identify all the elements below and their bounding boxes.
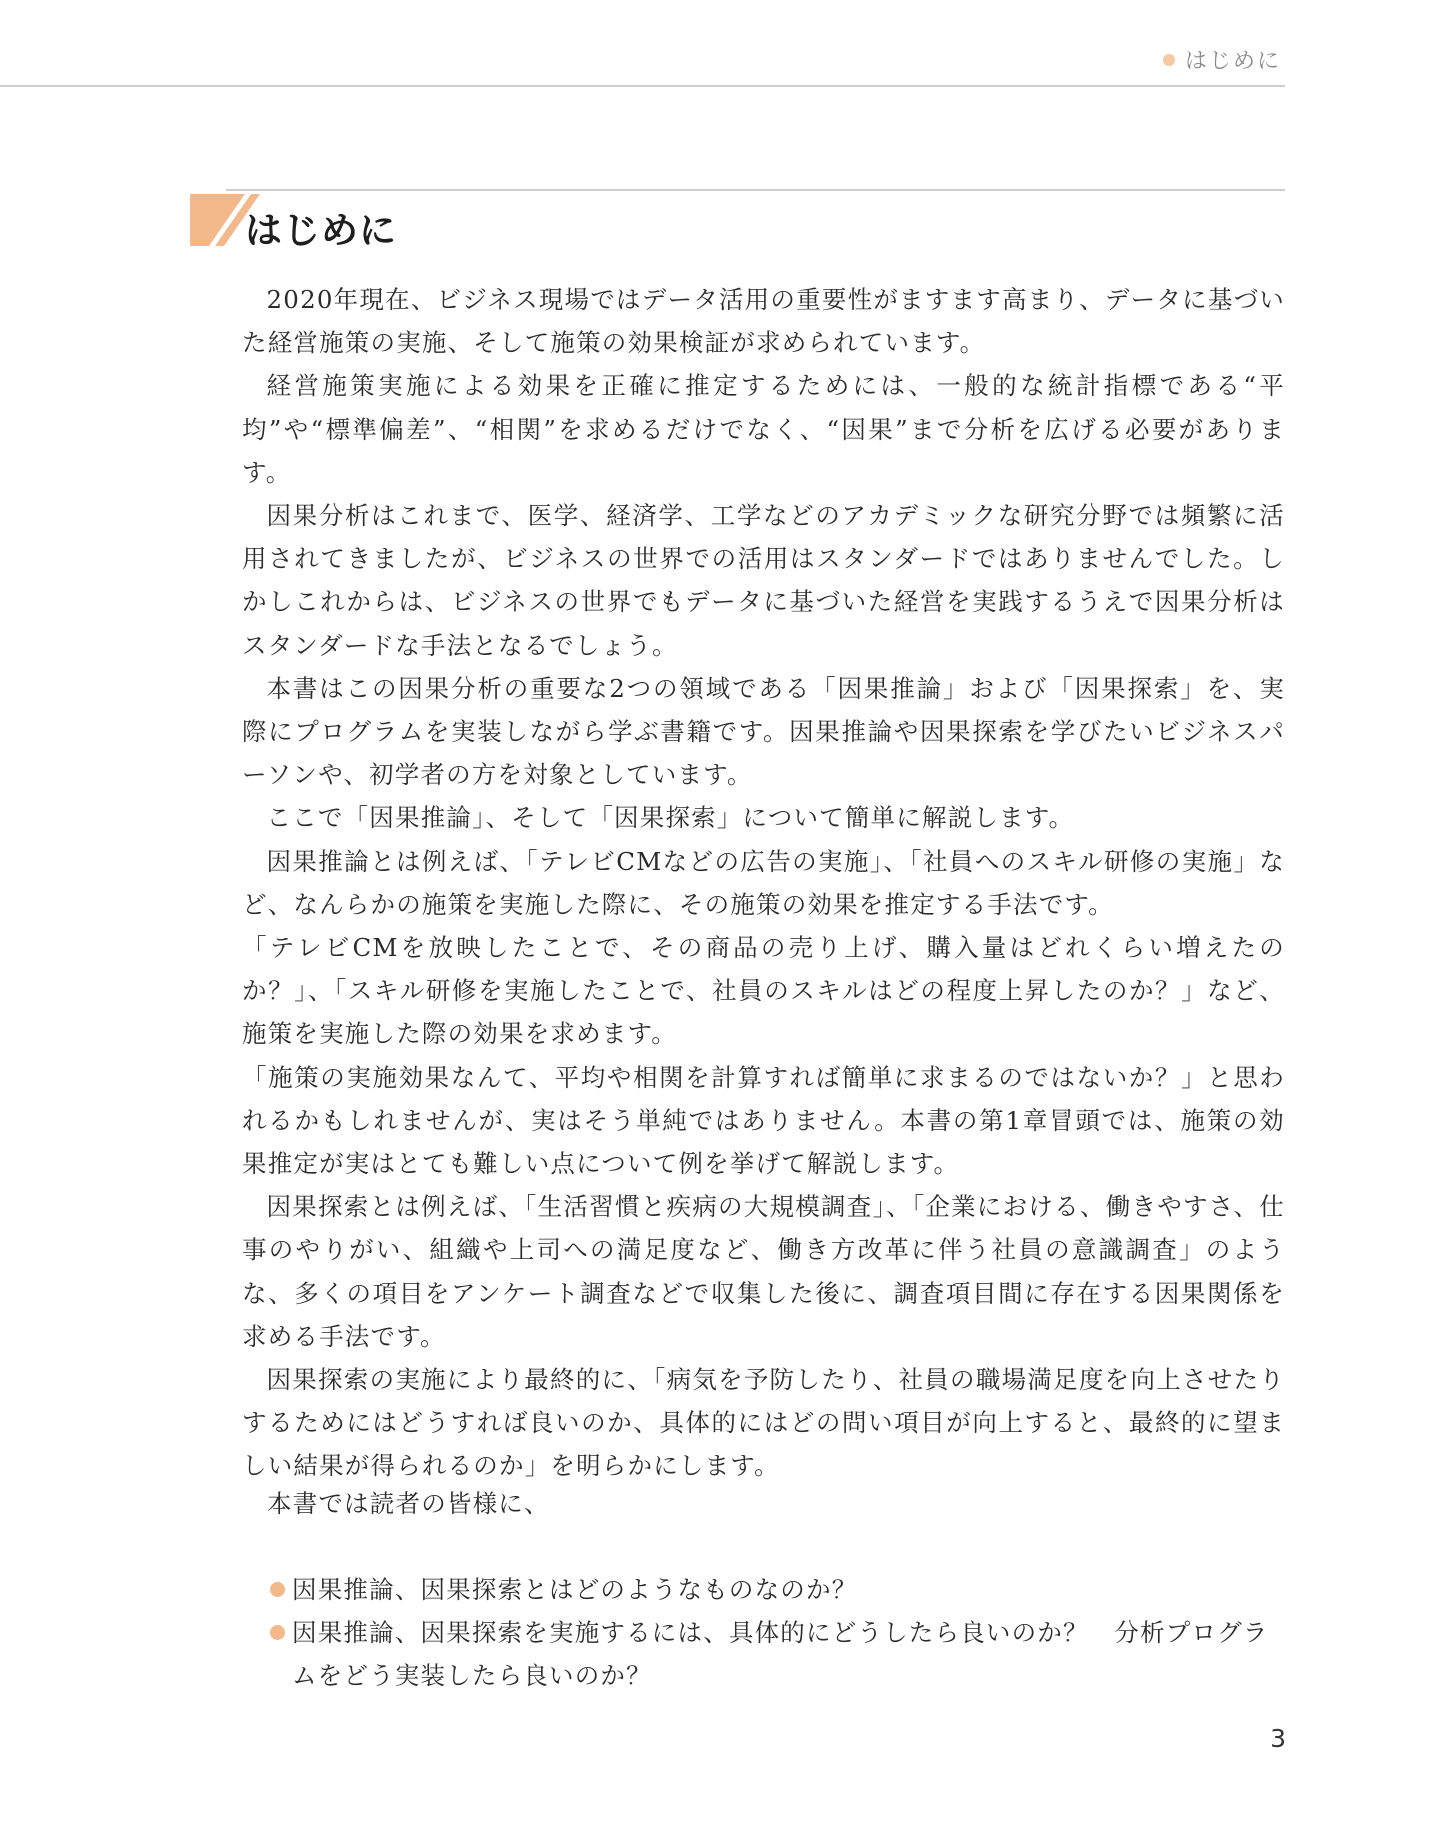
paragraph: 因果探索の実施により最終的に、「病気を予防したり、社員の職場満足度を向上させたりするためにはどうすれば良いのか、具体的にはどの問い項目が向上すると、最終的に望ましい結果が得られるのか」を明らかにします。 (242, 1365, 1285, 1481)
paragraph: 因果分析はこれまで、医学、経済学、工学などのアカデミックな研究分野では頻繁に活用されてきましたが、ビジネスの世界での活用はスタンダードではありませんでした。しかしこれからは、ビジネスの世界でもデータに基づいた経営を実践するうえで因果分析はスタンダードな手法となるでしょう。 (242, 501, 1285, 660)
chapter-divider (226, 189, 1285, 191)
bullet-dot-icon (1163, 54, 1175, 66)
paragraph: ここで「因果推論」、そして「因果探索」について簡単に解説します。 (266, 803, 1075, 833)
body-text (242, 278, 1285, 1488)
chapter-title: はじめに (245, 209, 397, 252)
paragraph: 「テレビCMを放映したことで、その商品の売り上げ、購入量はどれくらい増えたのか？」、「スキル研修を実施したことで、社員のスキルはどの程度上昇したのか？」など、施策を実施した際の効果を求めます。 (242, 933, 1285, 1049)
paragraph: 2020年現在、ビジネス現場ではデータ活用の重要性がますます高まり、データに基づいた経営施策の実施、そして施策の効果検証が求められています。 (242, 285, 1285, 358)
page-number: 3 (1270, 1724, 1286, 1753)
header-divider (0, 85, 1285, 87)
bullet-list (270, 1568, 1285, 1698)
running-header-title: はじめに (1184, 49, 1281, 74)
list-item-text: 因果推論、因果探索を実施するには、具体的にどうしたら良いのか？ 分析プログラムをどう実装したら良いのか？ (292, 1618, 1269, 1691)
list-item (270, 1611, 1285, 1697)
paragraph: 因果推論とは例えば、「テレビCMなどの広告の実施」、「社員へのスキル研修の実施」など、なんらかの施策を実施した際に、その施策の効果を推定する手法です。 (242, 846, 1285, 919)
bullet-dot-icon (270, 1582, 285, 1597)
bullet-dot-icon (270, 1625, 285, 1640)
intro-line: 本書では読者の皆様に、 (267, 1489, 550, 1518)
paragraph: 本書はこの因果分析の重要な2つの領域である「因果推論」および「因果探索」を、実際にプログラムを実装しながら学ぶ書籍です。因果推論や因果探索を学びたいビジネスパーソンや、初学者の方を対象としています。 (242, 673, 1285, 790)
paragraph: 因果探索とは例えば、「生活習慣と疾病の大規模調査」、「企業における、働きやすさ、仕事のやりがい、組織や上司への満足度など、働き方改革に伴う社員の意識調査」のような、多くの項目をアンケート調査などで収集した後に、調査項目間に存在する因果関係を求める手法です。 (242, 1192, 1285, 1351)
paragraph: 経営施策実施による効果を正確に推定するためには、一般的な統計指標である“平均”や“標準偏差”、“相関”を求めるだけでなく、“因果”まで分析を広げる必要があります。 (242, 371, 1285, 487)
paragraph: 「施策の実施効果なんて、平均や相関を計算すれば簡単に求まるのではないか？」と思われるかもしれませんが、実はそう単純ではありません。本書の第1章冒頭では、施策の効果推定が実はとても難しい点について例を挙げて解説します。 (242, 1062, 1285, 1179)
list-item-text: 因果推論、因果探索とはどのようなものなのか？ (292, 1575, 858, 1604)
list-item (270, 1568, 1285, 1611)
running-header (1163, 44, 1281, 75)
